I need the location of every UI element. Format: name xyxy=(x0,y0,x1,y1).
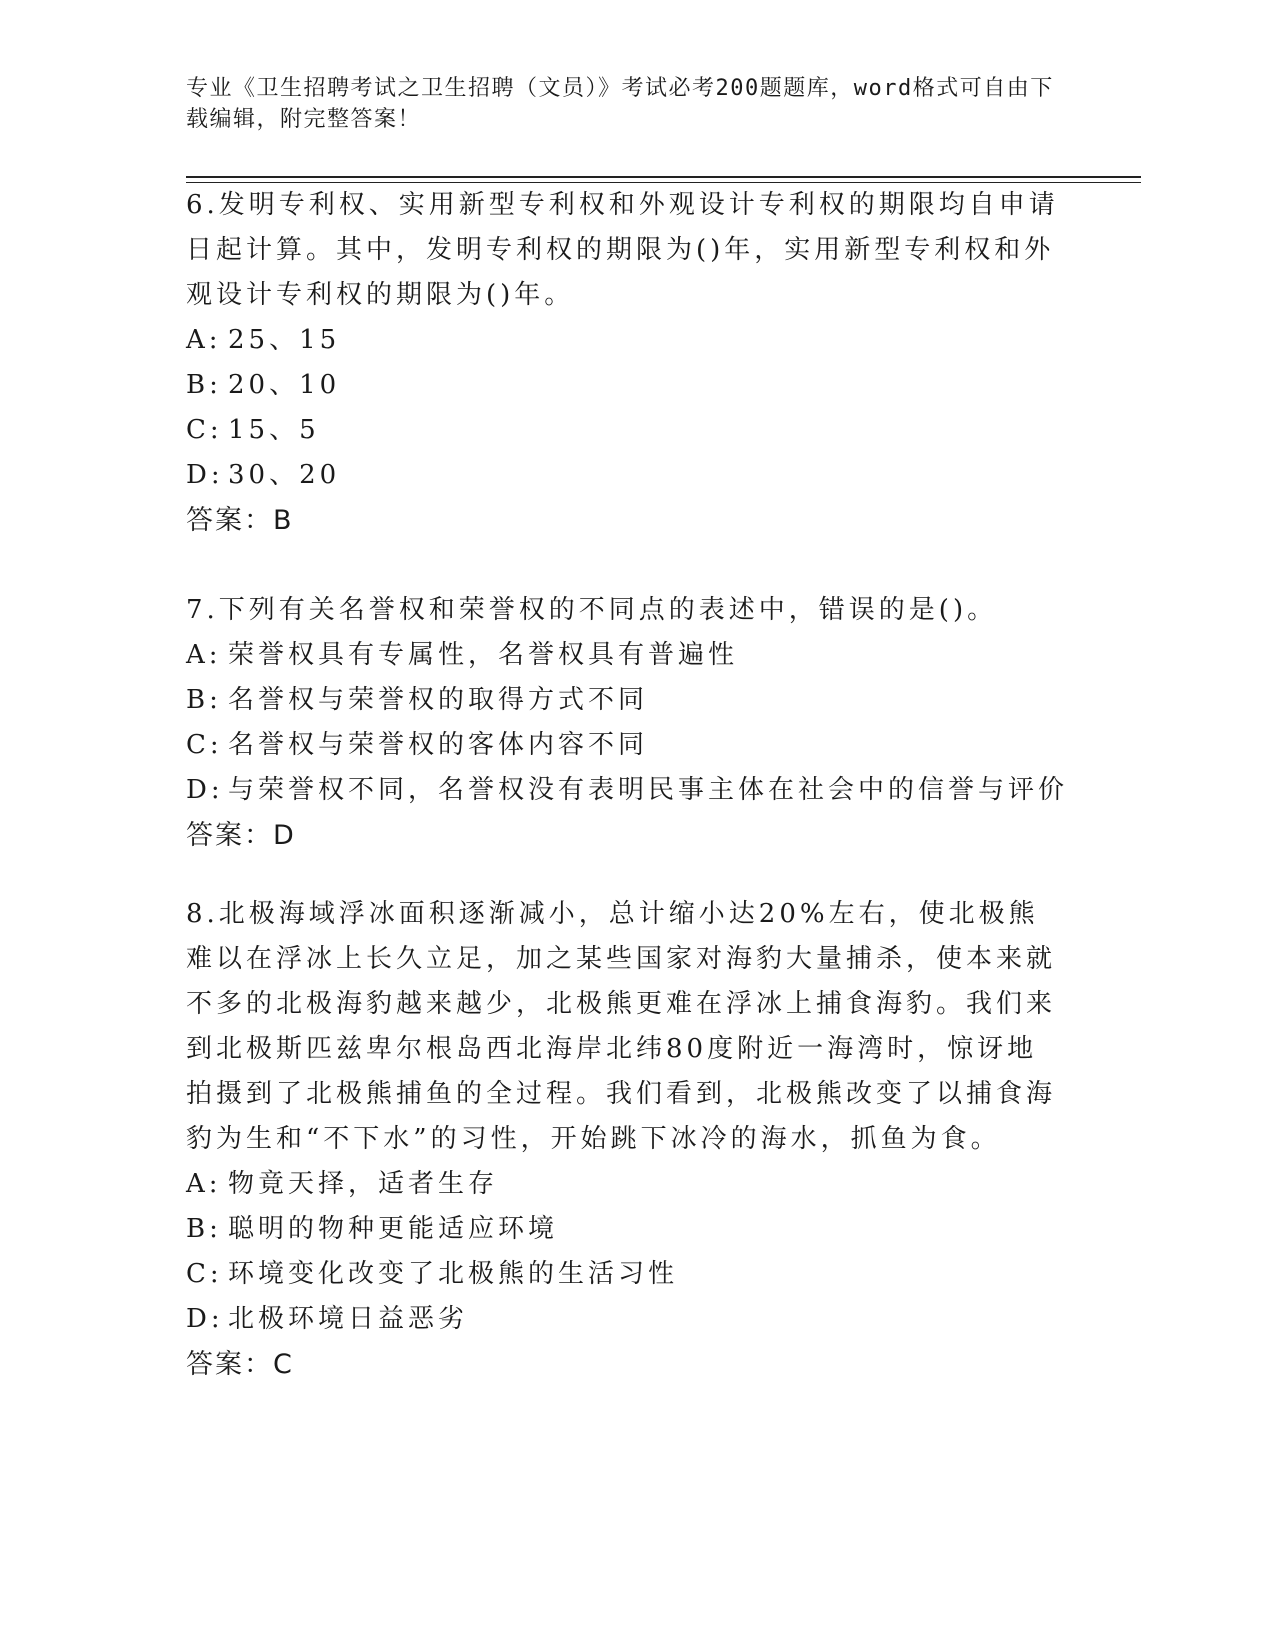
option-letter: A: xyxy=(186,640,222,670)
option-list xyxy=(186,318,1066,498)
option-letter: D: xyxy=(186,775,224,805)
question-8 xyxy=(186,892,1066,1387)
option-letter: D: xyxy=(186,1304,224,1334)
option-b xyxy=(186,1207,1066,1252)
option-text: 25、15 xyxy=(228,325,341,355)
option-letter: B: xyxy=(186,370,222,400)
option-text: 15、5 xyxy=(228,415,320,445)
option-a xyxy=(186,318,1066,363)
header-divider xyxy=(186,176,1141,183)
option-letter: C: xyxy=(186,730,223,760)
option-text: 环境变化改变了北极熊的生活习性 xyxy=(228,1259,679,1289)
option-text: 聪明的物种更能适应环境 xyxy=(228,1214,559,1244)
option-text: 名誉权与荣誉权的客体内容不同 xyxy=(228,730,649,760)
option-letter: C: xyxy=(186,1259,223,1289)
answer-label: 答案：C xyxy=(186,1349,294,1380)
answer-label: 答案：B xyxy=(186,505,294,536)
option-letter: A: xyxy=(186,1169,222,1199)
option-text: 与荣誉权不同，名誉权没有表明民事主体在社会中的信誉与评价 xyxy=(228,775,1069,805)
option-b xyxy=(186,678,1066,723)
option-a xyxy=(186,1162,1066,1207)
answer-label: 答案：D xyxy=(186,820,296,851)
option-letter: D: xyxy=(186,460,224,490)
option-list xyxy=(186,1162,1066,1342)
option-d xyxy=(186,1297,1066,1342)
option-text: 30、20 xyxy=(228,460,341,490)
option-letter: C: xyxy=(186,415,223,445)
option-letter: A: xyxy=(186,325,222,355)
option-a xyxy=(186,633,1066,678)
option-text: 20、10 xyxy=(228,370,341,400)
option-list xyxy=(186,633,1069,813)
question-stem: 6.发明专利权、实用新型专利权和外观设计专利权的期限均自申请日起计算。其中，发明专利权的期限为()年，实用新型专利权和外观设计专利权的期限为()年。 xyxy=(186,190,1059,310)
option-c xyxy=(186,408,1066,453)
question-7 xyxy=(186,588,1069,858)
option-text: 物竟天择，适者生存 xyxy=(228,1169,499,1199)
option-b xyxy=(186,363,1066,408)
option-letter: B: xyxy=(186,685,222,715)
question-stem: 7.下列有关名誉权和荣誉权的不同点的表述中，错误的是()。 xyxy=(186,595,998,625)
option-text: 荣誉权具有专属性，名誉权具有普遍性 xyxy=(228,640,739,670)
option-letter: B: xyxy=(186,1214,222,1244)
option-d xyxy=(186,768,1069,813)
option-text: 北极环境日益恶劣 xyxy=(228,1304,469,1334)
option-text: 名誉权与荣誉权的取得方式不同 xyxy=(228,685,649,715)
option-d xyxy=(186,453,1066,498)
option-c xyxy=(186,723,1066,768)
document-header: 专业《卫生招聘考试之卫生招聘（文员）》考试必考200题题库，word格式可自由下载编辑，附完整答案！ xyxy=(186,76,1054,132)
question-6 xyxy=(186,183,1066,543)
option-c xyxy=(186,1252,1066,1297)
question-stem: 8.北极海域浮冰面积逐渐减小，总计缩小达20%左右，使北极熊难以在浮冰上长久立足，加之某些国家对海豹大量捕杀，使本来就不多的北极海豹越来越少，北极熊更难在浮冰上捕食海豹。我们来到北极斯匹兹卑尔根岛西北海岸北纬80度附近一海湾时，惊讶地拍摄到了北极熊捕鱼的全过程。我们看到，北极熊改变了以捕食海豹为生和“不下水”的习性，开始跳下冰冷的海水，抓鱼为食。 xyxy=(186,899,1057,1154)
